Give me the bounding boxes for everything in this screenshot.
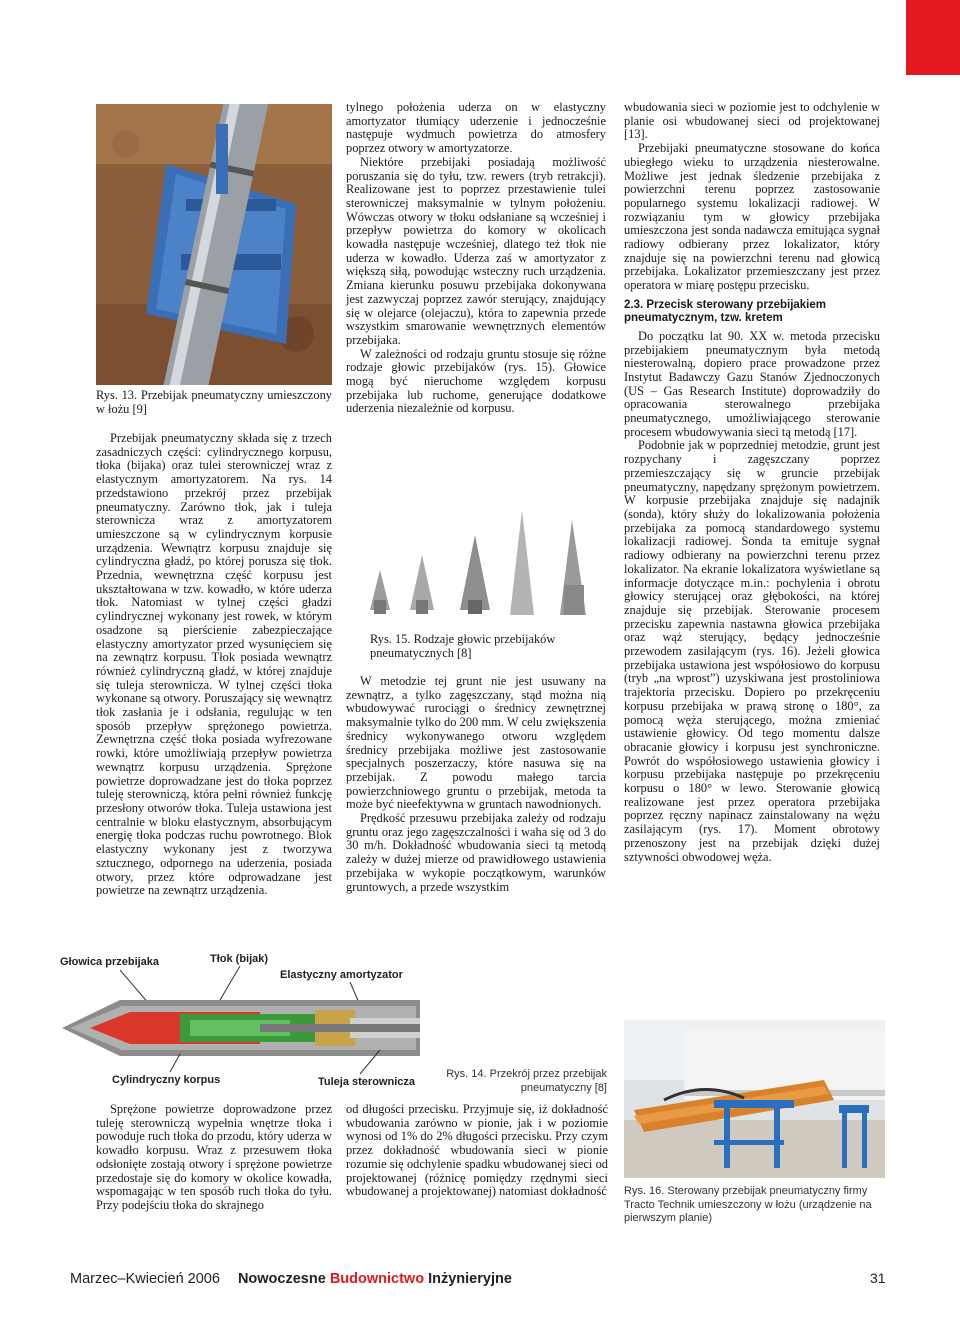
column-3-body [624,101,880,864]
label-korpus: Cylindryczny korpus [112,1074,221,1086]
figure-13-caption: Rys. 13. Przebijak pneumatyczny umieszczony w łożu [9] [96,388,332,416]
column-2-bottom [346,1103,608,1199]
paragraph: Niektóre przebijaki posiadają możliwość poruszania się do tyłu, tzw. rewers (tryb retrakcji). Realizowane jest to poprzez przestawienie tulei sterowniczej maksymalnie w tylnym położeniu. Wówczas otwory w tłoku odsłaniane są wcześniej i przepływ powietrza do komory w okolicach kowadła następuje wcześniej, dlatego też tłok nie uderza w kowadło. Uderza zaś w amortyzator z większą siłą, powodując wsteczny ruch urządzenia. Zmiana kierunku posuwu przebijaka dokonywana jest zazwyczaj poprzez zawór sterujący, znajdujący się w olejarce (olejaczu), która to zapewnia przede wszystkim smarowanie wewnętrznych elementów przebijaka. [346,154,606,347]
issue-date: Marzec–Kwiecień 2006 [70,1271,220,1287]
paragraph: W zależności od rodzaju gruntu stosuje się różne rodzaje głowic przebijaków (rys. 15). Głowice mogą być nieruchome względem korpusu przebijaka lub ruchome, generujące dodatkowe uderzenia niezależnie od korpusu. [346,346,606,416]
column-1-body [96,432,332,898]
paragraph: Przebijaki pneumatyczne stosowane do końca ubiegłego wieku to urządzenia niesterowalne. Możliwe jest jednak śledzenie przebijaka z powierzchni terenu poprzez zastosowanie popularnego systemu lokalizacji radiowej. W rozwiązaniu tym w głowicy przebijaka umieszczona jest sonda nadawcza emitująca sygnał radiowy odbierany przez lokalizator, który znajduje się na powierzchni terenu nad głowicą przebijaka. Lokalizator przemieszczany jest przez operatora w miarę postępu przecisku. [624,141,880,293]
paragraph: Do początku lat 90. XX w. metoda przecisku przebijakiem pneumatycznym była metodą niesterowalną, dopiero prace prowadzone przez Instytut Badawczy Gazu Stanów Zjednoczonych (US – Gas Research Institute) doprowadziły do opracowania sterowalnego przebijaka pneumatycznego, umożliwiającego sterowanie procesem wbudowywania sieci tą metodą [17]. [624,328,880,439]
figure-14-caption: Rys. 14. Przekrój przez przebijak pneumatyczny [8] [446,1068,607,1094]
paragraph: W metodzie tej grunt nie jest usuwany na zewnątrz, a tylko zagęszczany, stąd można nią wbudowywać rurociągi o średnicy zewnętrznej maksymalnie tylko do 200 mm. W celu zwiększenia średnicy wykonywanego otworu względem średnicy przebijaka możliwe jest zastosowanie specjalnych poszerzaczy, które nasuwa się na przebijak. Z powodu małego tarcia powierzchniowego gruntu o przebijak, metoda ta może być nieefektywna w gruntach nawodnionych. [346,674,606,812]
label-glowica: Głowica przebijaka [60,956,160,968]
column-2-body [346,101,606,416]
figure-16-caption: Rys. 16. Sterowany przebijak pneumatyczny firmy Tracto Technik umieszczony w łożu (urządzenie na pierwszym planie) [624,1185,872,1224]
label-amortyzator: Elastyczny amortyzator [280,969,403,981]
page-corner-tab [906,0,960,75]
figure-15-caption: Rys. 15. Rodzaje głowic przebijaków pneumatycznych [8] [370,632,556,660]
paragraph: Podobnie jak w poprzedniej metodzie, grunt jest rozpychany i zagęszczany poprzez przemieszczający się w gruncie przebijak pneumatyczny, napędzany sprężonym powietrzem. W korpusie przebijaka znajduje się nadajnik (sonda), który służy do lokalizowania położenia przebijaka za pomocą standardowego systemu lokalizacji radiowej. Sonda ta emituje sygnał radiowy odbierany na powierzchni terenu przez lokalizator. Na ekranie lokalizatora wyświetlane są informacje dotyczące m.in.: pochylenia i obrotu głowicy sterującej oraz głębokości, na której znajduje się przebijak. Sterowanie procesem przecisku zapewnia nastawna głowica przebijaka oraz wąż sterujący, będący jednocześnie przewodem zasilającym (rys. 16). Jeżeli głowica przebijaka ustawiona jest współosiowo do korpusu (tryb „na wprost”) uzyskiwana jest prostoliniowa trajektoria przecisku. Dopiero po przekręceniu korpusu przebijaka w prawą stronę o 180°, za pomocą węża sterującego, można zmieniać ustawienie głowicy. Od tego momentu dalsze obracanie głowicy i korpusu jest synchroniczne. Powrót do współosiowego ustawienia głowicy i korpusu przebijaka następuje po przekręceniu korpusu o 180° w lewo. Sterowanie głowicą realizowane jest przez operatora przebijaka poprzez ręczny napinacz zainstalowany na wężu zasilającym (rys. 17). Moment obrotowy przenoszony jest na przebijak dzięki dużej sztywności obwodowej węża. [624,438,880,864]
column-1-continuation [96,1103,332,1213]
page-footer [70,1271,512,1287]
paragraph: Przebijak pneumatyczny składa się z trzech zasadniczych części: cylindrycznego korpusu, tłoka (bijaka) oraz tulei sterowniczej wraz z elastycznym amortyzatorem. Na rys. 14 przedstawiono przekrój przez przebijak pneumatyczny. Zarówno tłok, jak i tuleja sterownicza wraz z amortyzatorem umieszczone są w cylindrycznym korpusie urządzenia. Wewnątrz korpusu znajduje się cylindryczna gładź, po której porusza się tłok. Przednia, wewnętrzna część korpusu jest ukształtowana w tzw. kowadło, w które uderza tłok. Natomiast w tylnej części gładzi cylindrycznej wykonany jest rowek, w którym osadzone są pierścienie zabezpieczające elastyczny amortyzator przed wysunięciem się na zewnątrz korpusu. Tłok posiada wewnątrz również cylindryczną gładź, w której znajduje się tuleja sterownicza. W tylnej części tłoka wykonane są otwory. Poruszający się wewnątrz tłok zasłania je i odsłania, regulując w ten sposób przepływ sprężonego powietrza. Zewnętrzna część tłoka posiada wyfrezowane rowki, które umożliwiają przepływ powietrza wewnątrz korpusu urządzenia. Sprężone powietrze doprowadzane jest do tłoka poprzez tuleję sterowniczą, która pełni również funkcję przesłony otworów tłoka. Tuleja ustawiona jest centralnie w bloku elastycznym, absorbującym energię tłoka podczas ruchu powrotnego. Blok elastyczny wykonany jest z tworzywa sztucznego, odpornego na uderzenia, posiada otwory, przez które odprowadzane jest powietrze na zewnątrz urządzenia. [96,431,332,898]
page-number: 31 [870,1270,886,1286]
figure-13-photo [96,104,332,385]
column-2-body-continued [346,675,606,894]
section-heading: 2.3. Przecisk sterowany przebijakiem pneumatycznym, tzw. kretem [624,298,826,325]
paragraph: Prędkość przesuwu przebijaka zależy od rodzaju gruntu oraz jego zagęszczalności i waha się od 3 do 30 m/h. Dokładność wbudowania sieci tą metodą zależy w dużej mierze od prawidłowego ustawienia przebijaka w wykopie początkowym, warunków gruntowych, a przede wszystkim [346,811,606,894]
magazine-title: Nowoczesne Budownictwo Inżynieryjne [237,1271,512,1287]
label-tlok: Tłok (bijak) [210,953,269,965]
figure-14-diagram [60,950,430,1092]
label-tuleja: Tuleja sterownicza [318,1076,415,1088]
paragraph: Sprężone powietrze doprowadzone przez tuleję sterowniczą wypełnia wnętrze tłoka i powoduje ruch tłoka do przodu, który uderza w kowadło korpusu. Wraz z przesuwem tłoka odsłonięte zostają otwory i sprężone powietrze przedostaje się do komory w okolice kowadła, wspomagając w ten sposób ruch tłoka do tyłu. Przy podejściu tłoka do skrajnego [96,1102,332,1212]
paragraph: od długości przecisku. Przyjmuje się, iż dokładność wbudowania zarówno w pionie, jak i w poziomie wynosi od 1% do 2% długości przecisku. Przy czym przez dokładność wbudowania sieci w pionie rozumie się odchylenie spadku wbudowanej sieci od projektowanej (różnicę pomiędzy rzędnymi sieci wbudowanej a projektowanej) natomiast dokładność [346,1102,608,1199]
paragraph: tylnego położenia uderza on w elastyczny amortyzator tłumiący uderzenie i jednocześnie następuje wydmuch powietrza do atmosfery poprzez otwory w amortyzatorze. [346,100,606,156]
figure-16-photo [624,1020,885,1178]
figure-15-photo [360,500,600,620]
paragraph: wbudowania sieci w poziomie jest to odchylenie w planie osi wbudowanej sieci od projektowanej [13]. [624,100,880,142]
